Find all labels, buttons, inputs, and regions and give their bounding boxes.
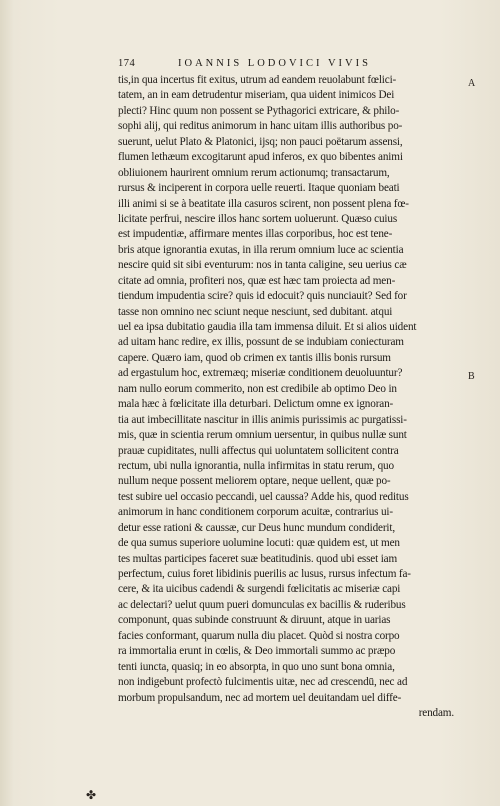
text-line: tenti iuncta, quasiq; in eo absorpta, in quo uno sunt bona omnia, <box>118 660 395 673</box>
text-line: test subire uel occasio peccandi, uel caussa? Adde his, quod reditus <box>118 490 409 503</box>
printer-ornament-icon: ✤ <box>86 788 97 802</box>
text-line: perfectum, cuius foret libidinis puerilis ac lusus, rursus infectum fa- <box>118 568 411 580</box>
text-line: prauæ cupiditates, nulli affectus qui uoluntatem sollicitent contra <box>118 444 399 457</box>
text-line: bris atque ignorantia exutas, in illa rerum omnium luce ac scientia <box>118 243 404 256</box>
text-line: tis,in qua incertus fit exitus, utrum ad eandem reuolabunt fœlici- <box>118 74 397 86</box>
text-line: mala hæc à fœlicitate illa deturbari. Delictum omne ex ignoran- <box>118 398 394 411</box>
text-line: morbum propulsandum, nec ad mortem uel deuitandam uel diffe- <box>118 691 402 704</box>
text-line: mis, quæ in scientia rerum omnium uersentur, in quibus nullæ sunt <box>118 429 407 442</box>
text-line: obliuionem haurirent omnium rerum actionumq; transactarum, <box>118 166 390 179</box>
text-line: uel ea ipsa dubitatio gaudia illa tam immensa diluit. Et si alios uident <box>118 321 417 333</box>
page-number: 174 <box>118 58 136 69</box>
text-line: tes multas participes faceret suæ beatitudinis. quod ubi esset iam <box>118 552 398 565</box>
text-line: detur esse rationi & caussæ, cur Deus hunc mundum condiderit, <box>118 521 396 534</box>
text-line: nam nullo eorum commerito, non est credibile ab optimo Deo in <box>118 382 397 395</box>
text-line: suerunt, uelut Plato & Platonici, ijsq; non pauci poëtarum assensi, <box>118 135 403 148</box>
text-line-last: rendam. <box>418 706 454 719</box>
margin-note-b: B <box>468 371 475 382</box>
text-line: componunt, quas subinde construunt & diruunt, atque in uarias <box>118 614 391 627</box>
text-line: illi animi si se à beatitate illa casuros scirent, non possent plena fœ- <box>118 197 409 210</box>
text-line: est impudentiæ, affirmare mentes illas corporibus, hoc est tene- <box>118 228 393 241</box>
text-line: licitate perfrui, nescire illos hanc sortem uoluerunt. Quæso cuius <box>118 212 398 225</box>
text-line: nullum neque possent meliorem optare, neque uellent, quæ po- <box>118 475 391 488</box>
text-line: de qua sumus superiore uolumine locuti: quæ quidem est, ut men <box>118 537 400 550</box>
text-line: ad uitam hanc redire, ex illis, possunt de se indubiam coniecturam <box>118 336 404 349</box>
text-line: ac delectari? uelut quum pueri domunculas ex bacillis & ruderibus <box>118 598 406 611</box>
page-header <box>118 58 458 72</box>
text-line: tasse non omnino nec sciunt neque nesciunt, sed dubitant. atqui <box>118 305 393 318</box>
text-line: ra immortalia erunt in cœlis, & Deo immortali summo ac præpo <box>118 645 396 658</box>
text-line: plecti? Hinc quum non possent se Pythagorici extricare, & philo- <box>118 104 400 117</box>
body-text <box>118 73 456 721</box>
text-line: non indigebunt profectò fulcimentis uitæ, nec ad crescendū, nec ad <box>118 676 408 689</box>
text-line: nescire quid sit sibi eventurum: nos in tanta caligine, seu uerius cæ <box>118 259 407 272</box>
text-line: cere, & ita uicibus cadendi & surgendi fœlicitatis ac miseriæ capi <box>118 583 401 596</box>
text-line: sophi alij, qui reditus animorum in hanc uitam illis authoribus po- <box>118 120 403 133</box>
text-line: tatem, an in eam detrudentur miseriam, qua uident inimicos Dei <box>118 89 395 102</box>
text-line: citate ad omnia, profiteri nos, quæ est hæc tam proiecta ad men- <box>118 274 396 287</box>
margin-note-a: A <box>468 78 476 89</box>
text-line: animorum in hanc conditionem corporum acuitæ, contrarius ui- <box>118 506 393 519</box>
text-line: rursus & inciperent in corpora uelle reuerti. Itaque quoniam beati <box>118 182 400 195</box>
text-line: flumen lethæum excogitarunt apud inferos, ex quo bibentes animi <box>118 151 403 164</box>
text-line: tiendum impudentia scire? quis id edocuit? quis nunciauit? Sed for <box>118 290 407 303</box>
text-line: facies conformant, quarum nulla diu placet. Quòd si nostra corpo <box>118 629 400 642</box>
text-line: rectum, ubi nulla ignorantia, nulla infirmitas in statu rerum, quo <box>118 459 394 472</box>
running-head: IOANNIS LODOVICI VIVIS <box>178 58 371 69</box>
text-line: tia aut imbecillitate nascitur in illis animis purissimis ac purgatissi- <box>118 413 407 426</box>
text-line: capere. Quæro iam, quod ob crimen ex tantis illis bonis rursum <box>118 351 391 364</box>
text-line: ad ergastulum hoc, extremæq; miseriæ conditionem deuoluuntur? <box>118 367 403 380</box>
